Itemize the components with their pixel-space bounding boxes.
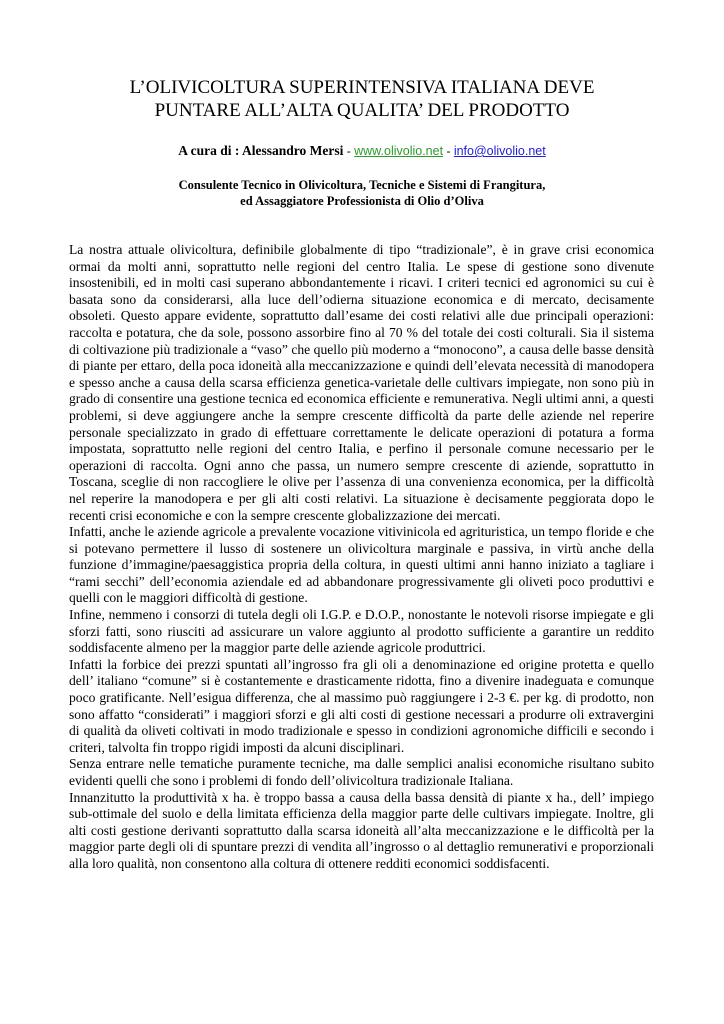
body-paragraph: Infine, nemmeno i consorzi di tutela degli oli I.G.P. e D.O.P., nonostante le notevoli risorse impiegate e gli sforzi fatti, sono riusciti ad assicurare un valore aggiunto al prodotto sufficiente a garantire un reddito soddisfacente almeno per la maggior parte delle aziende agricole produttrici. — [69, 607, 654, 656]
body-paragraph: Infatti la forbice dei prezzi spuntati all’ingrosso fra gli oli a denominazione ed origine protetta e quello dell’ italiano “comune” si è costantemente e drasticamente ridotta, fino a divenire inadeguata e comunque poco gratificante. Nell’esigua differenza, che al massimo può raggiungere i 2-3 €. per kg. di prodotto, non sono affatto “considerati” i maggiori sforzi e gli alti costi di gestione necessari a produrre oli extravergini di qualità da oliveti coltivati in modo tradizionale e spesso in condizioni agronomiche difficili e secondo i criteri, talvolta fin troppo rigidi imposti da alcuni disciplinari. — [69, 656, 654, 755]
title-line-1: L’OLIVICOLTURA SUPERINTENSIVA ITALIANA DEVE — [129, 77, 595, 98]
body-paragraph: Innanzitutto la produttività x ha. è troppo bassa a causa della bassa densità di piante x ha., dell’ impiego sub-ottimale del suolo e della limitata efficienza della maggior parte delle cultivars impiegate. Inoltre, gli alti costi gestione derivanti soprattutto dalla scarsa idoneità all’alta meccanizzazione e le difficoltà per la maggior parte degli oli di spuntare prezzi di vendita all’ingrosso o al dettaglio remunerativi e proporzionali alla loro qualità, non consentono alla coltura di ottenere redditi economici soddisfacenti. — [69, 789, 654, 871]
byline-separator: - — [346, 144, 351, 158]
subtitle-line-1: Consulente Tecnico in Olivicoltura, Tecniche e Sistemi di Frangitura, — [178, 178, 546, 192]
article-body — [69, 242, 654, 873]
body-paragraph: Senza entrare nelle tematiche puramente tecniche, ma dalle semplici analisi economiche risultano subito evidenti quelli che sono i problemi di fondo dell’olivicoltura tradizionale Italiana. — [69, 756, 654, 788]
subtitle-line-2: ed Assaggiatore Professionista di Olio d’Oliva — [240, 193, 484, 208]
byline-separator: - — [446, 144, 451, 158]
author-credit: A cura di : Alessandro Mersi — [178, 143, 344, 158]
email-link[interactable]: info@olivolio.net — [453, 144, 546, 158]
author-subtitle — [60, 178, 664, 209]
body-paragraph: Infatti, anche le aziende agricole a prevalente vocazione vitivinicola ed agrituristica, un tempo floride e che si potevano permettere il lusso di sostenere un olivicoltura marginale e passiva, in virtù anche della funzione d’immagine/paesaggistica propria della coltura, in questi ultimi anni hanno iniziato a tagliare i “rami secchi” dell’economia aziendale ed ad abbandonare progressivamente gli oliveti poco produttivi e quelli con le maggiori difficoltà di gestione. — [69, 524, 654, 606]
title-line-2: PUNTARE ALL’ALTA QUALITA’ DEL PRODOTTO — [154, 100, 570, 121]
body-paragraph: La nostra attuale olivicoltura, definibile globalmente di tipo “tradizionale”, è in grave crisi economica ormai da molti anni, soprattutto nelle regioni del centro Italia. Le spese di gestione sono divenute insostenibili, ed in molti casi superano abbondantemente i ricavi. I criteri tecnici ed agronomici su cui è basata sono da considerarsi, alla luce dell’odierna situazione economica e di mercato, decisamente obsoleti. Questo appare evidente, soprattutto dall’esame dei costi relativi alle due principali operazioni: raccolta e potatura, che da sole, possono assorbire fino al 70 % del totale dei costi colturali. Sia il sistema di coltivazione più tradizionale a “vaso” che quello più moderno a “monocono”, a causa delle basse densità di piante per ettaro, della poca idoneità alla meccanizzazione e quindi dell’elevata necessità di manodopera e spesso anche a causa della scarsa efficienza genetica-varietale delle cultivars impiegate, non sono più in grado di consentire una gestione tecnica ed economica efficiente e remunerativa. Negli ultimi anni, a questi problemi, si deve aggiungere anche la sempre crescente difficoltà da parte delle aziende nel reperire personale specializzato in grado di effettuare correttamente le delicate operazioni di potatura a forma impostata, soprattutto nelle regioni del centro Italia, e perfino il personale comune necessario per le operazioni di raccolta. Ogni anno che passa, un numero sempre crescente di aziende, soprattutto in Toscana, sceglie di non raccogliere le olive per l’assenza di una convenienza economica, per la difficoltà nel reperire la manodopera e per gli alti costi relativi. La situazione è decisamente peggiorata dopo le recenti crisi economiche e con la sempre crescente globalizzazione dei mercati. — [69, 242, 654, 523]
website-link[interactable]: www.olivolio.net — [354, 144, 444, 158]
byline — [60, 143, 664, 159]
document-title — [60, 76, 664, 122]
